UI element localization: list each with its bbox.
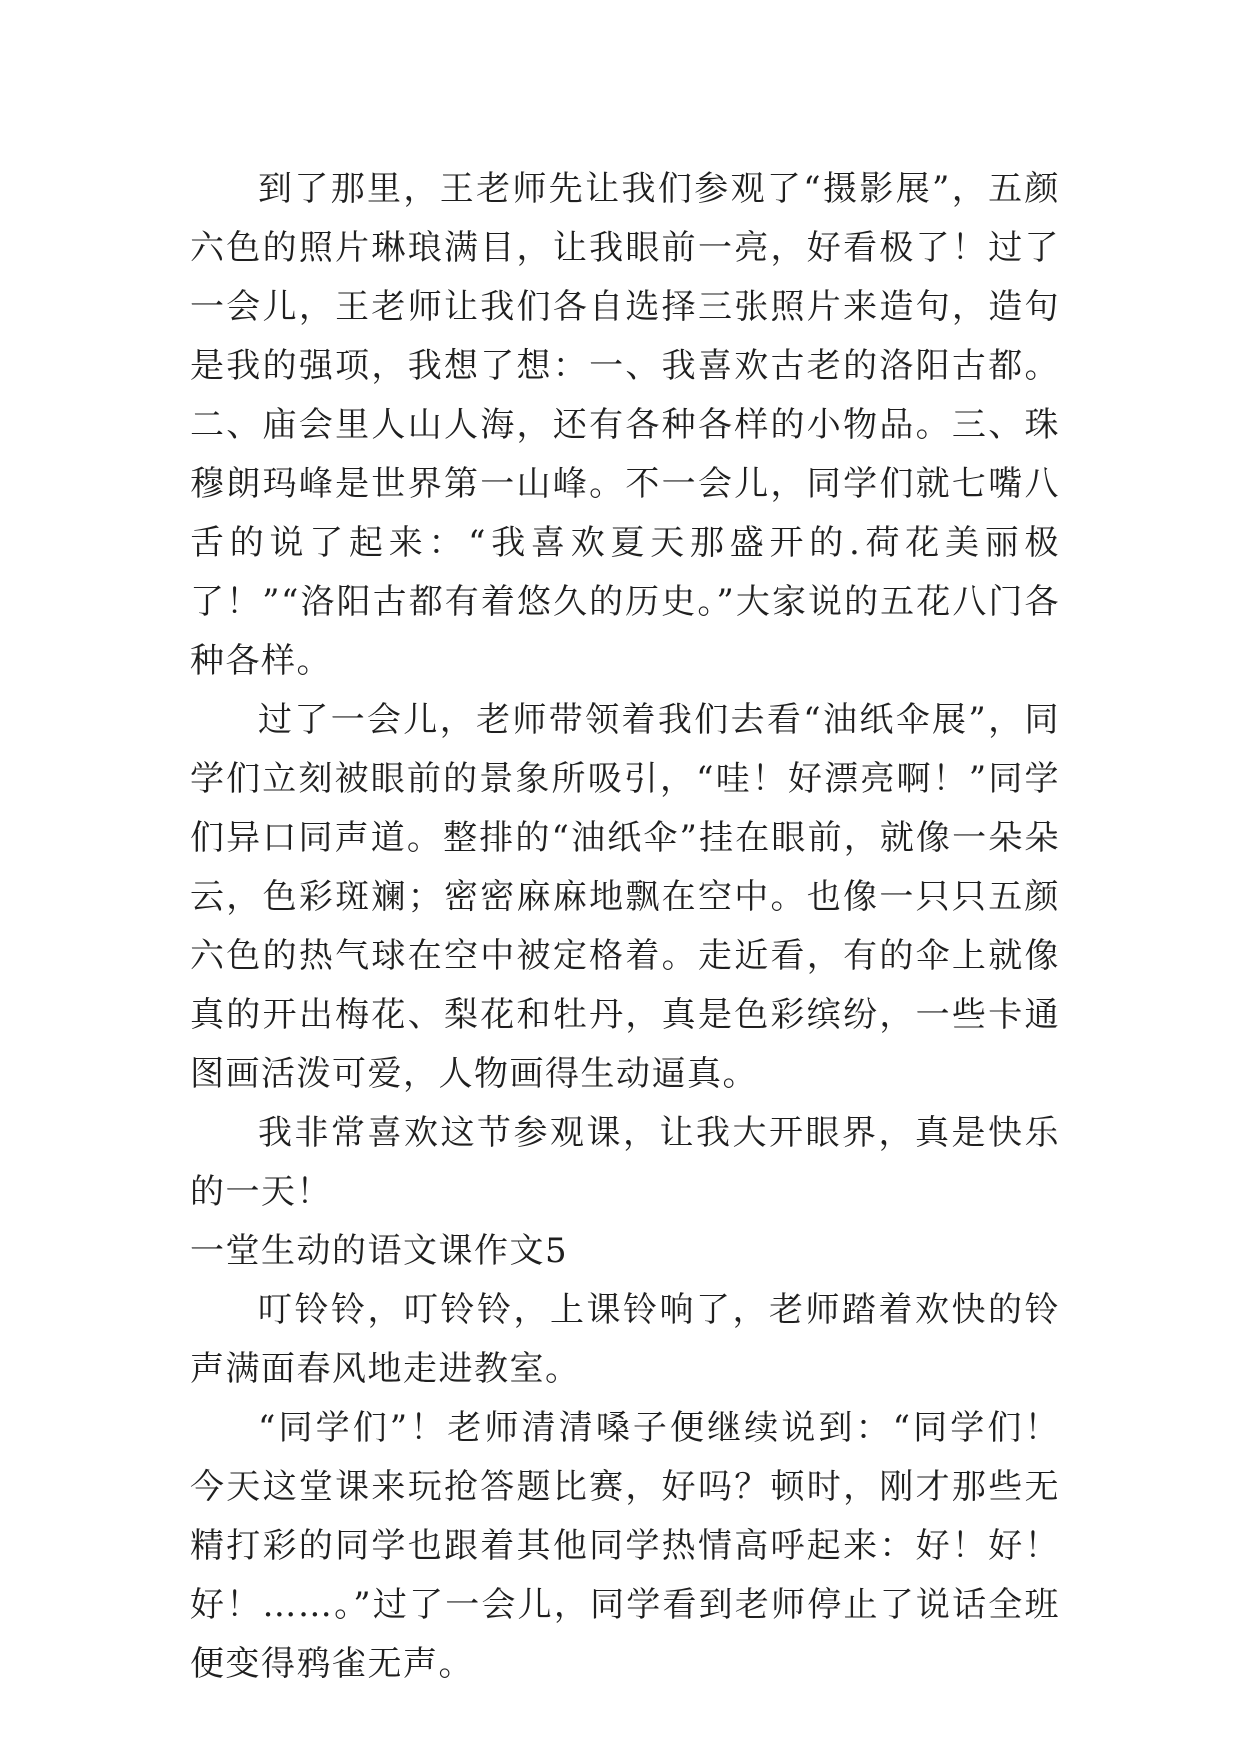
paragraph-umbrella-exhibition: 过了一会儿，老师带领着我们去看“油纸伞展”，同学们立刻被眼前的景象所吸引，“哇！好漂亮啊！”同学们异口同声道。整排的“油纸伞”挂在眼前，就像一朵朵云，色彩斑斓；密密麻麻地飘在空中。也像一只只五颜六色的热气球在空中被定格着。走近看，有的伞上就像真的开出梅花、梨花和牡丹，真是色彩缤纷，一些卡通图画活泼可爱，人物画得生动逼真。 <box>190 700 1060 1094</box>
paragraph-bell-rings: 叮铃铃，叮铃铃，上课铃响了，老师踏着欢快的铃声满面春风地走进教室。 <box>190 1290 1060 1389</box>
paragraph-quiz-game: “同学们”！老师清清嗓子便继续说到：“同学们！今天这堂课来玩抢答题比赛，好吗？顿时，刚才那些无精打彩的同学也跟着其他同学热情高呼起来：好！好！好！……。”过了一会儿，同学看到老师停止了说话全班便变得鸦雀无声。 <box>190 1408 1060 1684</box>
paragraph-photo-exhibition: 到了那里，王老师先让我们参观了“摄影展”，五颜六色的照片琳琅满目，让我眼前一亮，好看极了！过了一会儿，王老师让我们各自选择三张照片来造句，造句是我的强项，我想了想：一、我喜欢古老的洛阳古都。二、庙会里人山人海，还有各种各样的小物品。三、珠穆朗玛峰是世界第一山峰。不一会儿，同学们就七嘴八舌的说了起来：“我喜欢夏天那盛开的.荷花美丽极了！”“洛阳古都有着悠久的历史。”大家说的五花八门各种各样。 <box>190 169 1060 681</box>
section-heading: 一堂生动的语文课作文5 <box>190 1231 569 1271</box>
paragraph-conclusion: 我非常喜欢这节参观课，让我大开眼界，真是快乐的一天！ <box>190 1113 1060 1212</box>
document-body <box>190 160 1060 1694</box>
